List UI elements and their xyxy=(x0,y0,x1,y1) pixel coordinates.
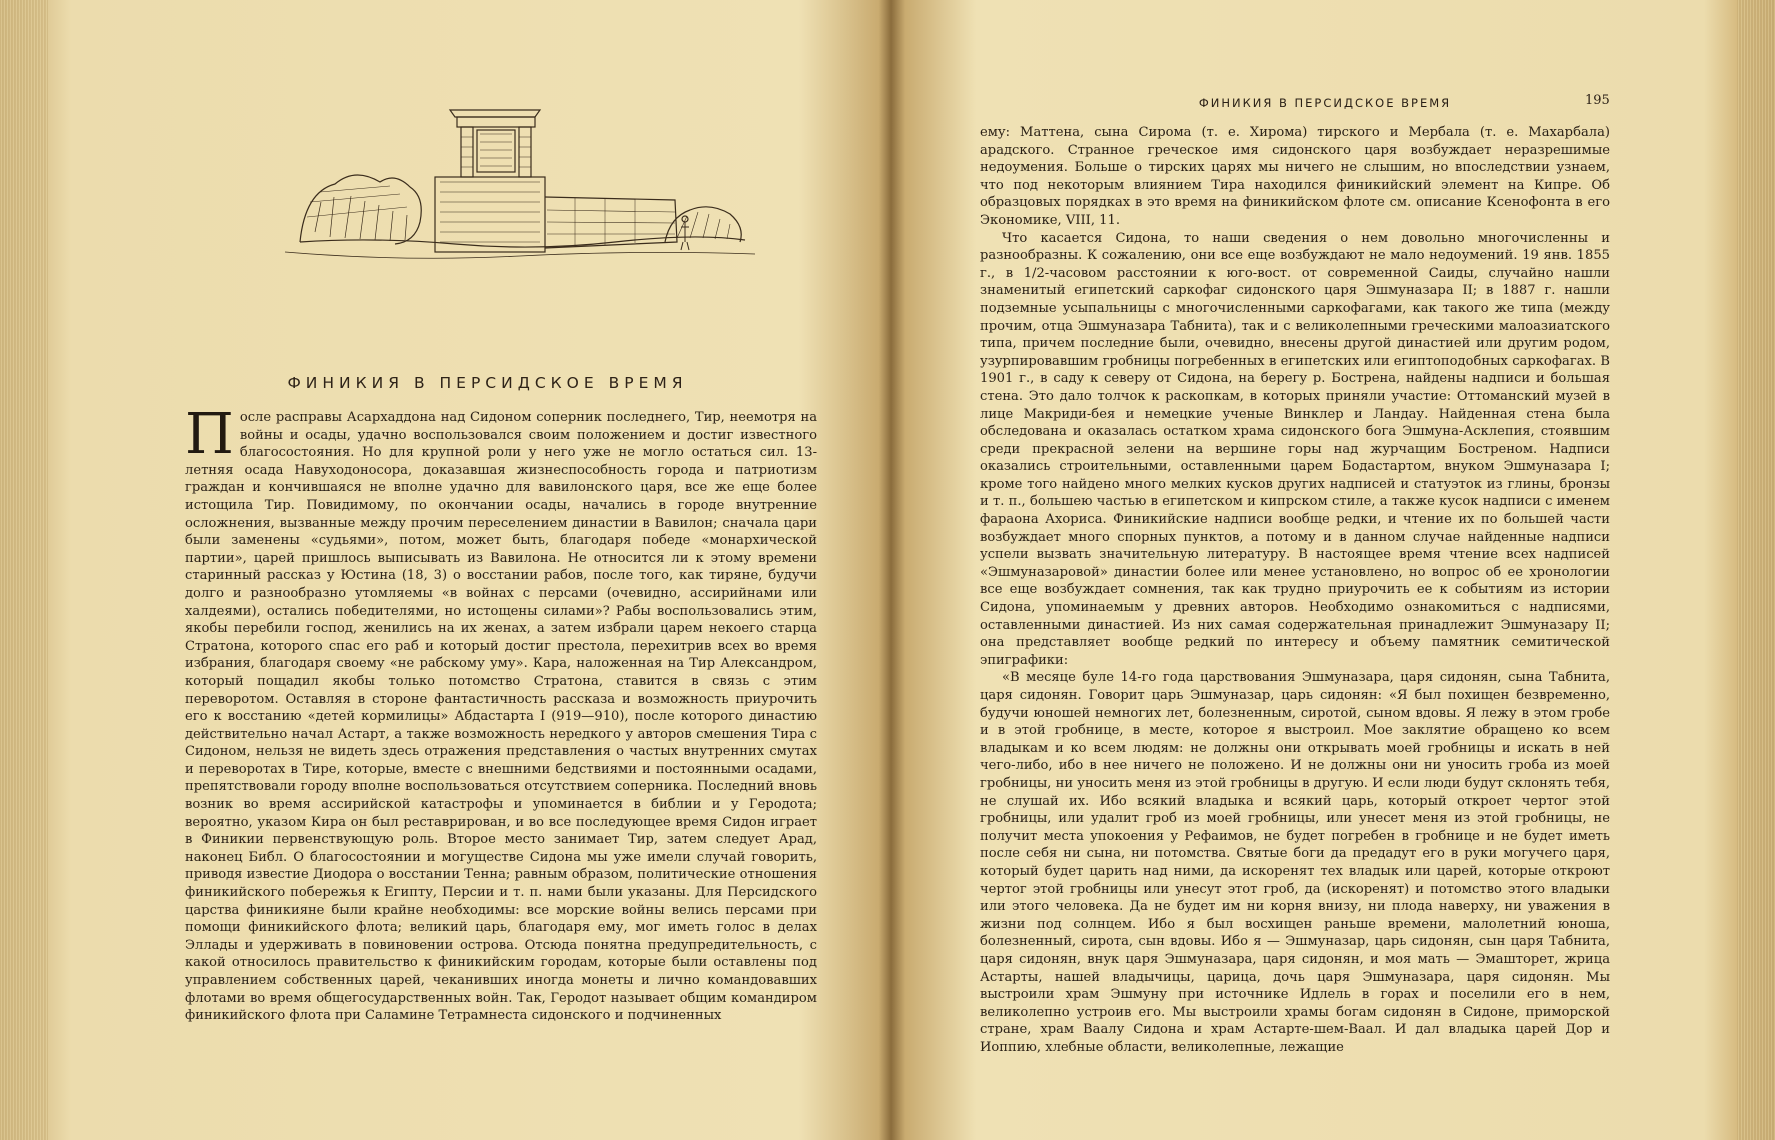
right-body-text xyxy=(980,124,1610,1056)
right-paragraph-2: Что касается Сидона, то наши сведения о нем довольно многочисленны и разнообразны. К сожалению, они все еще возбуждают не мало недоумений. 19 янв. 1855 г., в 1/2-часовом расстоянии к юго-вост. от современной Саиды, случайно нашли знаменитый египетский саркофаг сидонского царя Эшмуназара II; в 1887 г. нашли подземные усыпальницы с многочисленными саркофагами, как такого же типа (между прочим, отца Эшмуназара Табнита), так и с великолепными греческими малоазиатского типа, причем последние были, очевидно, внесены другой династией или другим родом, узурпировавшим гробницы погребенных в египетских или египтоподобных саркофагах. В 1901 г., в саду к северу от Сидона, на берегу р. Бострена, найдены надписи и большая стена. Это дало толчок к раскопкам, в которых приняли участие: Оттоманский музей в лице Макриди-бея и немецкие ученые Винклер и Ландау. Найденная стена была обследована и оказалась остатком храма сидонского бога Эшмуна-Асклепия, стоявшим среди прекрасной зелени на вершине горы над журчащим Бостреном. Надписи оказались строительными, оставленными царем Бодастартом, внуком Эшмуназара I; кроме того найдено много мелких кусков других надписей и статуэток из глины, бронзы и т. п., большею частью в египетском и кипрском стиле, а также кусок надписи с именем фараона Ахориса. Финикийские надписи вообще редки, и чтение их по большей части возбуждает много спорных пунктов, а потому и в данном случае найденные надписи успели вызвать значительную литературу. В настоящее время чтение всех надписей «Эшмуназаровой» династии более или менее установлено, но вопрос об ее хронологии все еще возбуждает сомнения, так как трудно приурочить ее к событиям из истории Сидона, упоминаемым у древних авторов. Необходимо ознакомиться с надписями, оставленными династией. Из них самая содержательная принадлежит Эшмуназару II; она представляет вообще редкий по интересу и объему памятник семитической эпиграфики: xyxy=(980,230,1610,668)
left-paragraph-text: осле расправы Асархаддона над Сидоном соперник последнего, Тир, неемотря на войны и осады, удачно воспользовался своим положением и достиг известного благосостояния. Но для крупной роли у него уже не могло остаться сил. 13-летняя осада Навуходоносора, доказавшая жизнеспособность города и патриотизм граждан и кончившаяся не вполне удачно для вавилонского царя, все же еще более истощила Тир. Повидимому, по окончании осады, начались в городе внутренние осложнения, вызванные между прочим переселением династии в Вавилон; сначала цари были заменены «судьями», потом, может быть, благодаря победе «монархической партии», царей пришлось выписывать из Вавилона. Не относится ли к этому времени старинный рассказ у Юстина (18, 3) о восстании рабов, после того, как тиряне, будучи долго и разнообразно утомляемы «в войнах с персами (очевидно, ассирийнами или халдеями), остались победителями, но истощены силами»? Рабы воспользовались этим, якобы перебили господ, женились на их женах, а затем избрали царем некоего старца Стратона, которого спас его раб и который достиг престола, перехитрив всех во время избрания, благодаря своему «не рабскому уму». Кара, наложенная на Тир Александром, который пощадил якобы только потомство Стратона, ставится в связь с этим переворотом. Оставляя в стороне фантастичность рассказа и возможность приурочить его к восстанию «детей кормилицы» Абдастарта I (919—910), после которого династию действительно начал Астарт, а также возможность нередкого у авторов смешения Тира с Сидоном, нельзя не видеть здесь отражения представления о частых внутренних смутах и переворотах в Тире, которые, вместе с внешними бедствиями и постоянными осадами, препятствовали городу вполне воспользоваться отсутствием соперника. Последний вновь возник во время ассирийской катастрофы и упоминается в библии и у Геродота; вероятно, указом Кира он был реставрирован, и во все последующее время Сидон играет в Финикии первенствующую роль. Второе место занимает Тир, затем следует Арад, наконец Библ. О благосостоянии и могуществе Сидона мы уже имели случай говорить, приводя известие Диодора о восстании Тенна; равным образом, политические отношения финикийского побережья к Египту, Персии и т. п. нами были указаны. Для Персидского царства финикияне были крайне необходимы: все морские войны велись персами при помощи финикийского флота; великий царь, благодаря ему, мог иметь голос в делах Эллады и удерживать в повиновении острова. Отсюда понятна предупредительность, с какой относилось правительство к финикийским городам, которые были оставлены под управлением собственных царей, чеканивших иногда монеты и лично командовавших флотами во время общегосударственных войн. Так, Геродот называет общим командиром финикийского флота при Саламине Тетрамнеста сидонского и подчиненных xyxy=(185,410,817,1024)
page-number: 195 xyxy=(1585,93,1610,108)
right-paragraph-1: ему: Маттена, сына Сирома (т. е. Хирома) тирского и Мербала (т. е. Махарбала) арадского. Странное греческое имя сидонского царя возбуждает неразрешимые недоумения. Больше о тирских царях мы ничего не слышим, но впоследствии узнаем, что под некоторым влиянием Тира находился финикийский элемент на Кипре. Об образцовых порядках в это время на финикийском флоте см. описание Ксенофонта в его Экономике, VIII, 11. xyxy=(980,125,1610,228)
left-page xyxy=(60,0,890,1140)
chapter-title: ФИНИКИЯ В ПЕРСИДСКОЕ ВРЕМЯ xyxy=(287,374,688,392)
left-first-paragraph xyxy=(185,402,817,1025)
right-paragraph-3: «В месяце буле 14-го года царствования Эшмуназара, царя сидонян, сына Табнита, царя сидонян. Говорит царь Эшмуназар, царь сидонян: «Я был похищен безвременно, будучи юношей немногих лет, болезненным, сиротой, сыном вдовы. Я лежу в этом гробе и в этой гробнице, в месте, которое я выстроил. Мое заклятие обращено ко всем владыкам и ко всем людям: не должны они открывать моей гробницы и искать в ней чего-либо, ибо в нее ничего не положено. И не должны они ни уносить гроба из моей гробницы, ни уносить меня из этой гробницы в другую. И если люди будут склонять тебя, не слушай их. Ибо всякий владыка и всякий царь, который откроет чертог этой гробницы, или удалит гроб из моей гробницы, или унесет меня из этой гробницы, не получит места упокоения у Рефаимов, не будет погребен в гробнице и не будет иметь после себя ни сына, ни потомства. Святые боги да предадут его в руки могучего царя, который будет царить над ними, да искоренят тех владык или царей, которые откроют чертог этой гробницы или унесут этот гроб, да (искоренят) и потомство этого владыки или этого человека. Да не будет им ни корня внизу, ни плода наверху, ни уважения в жизни под солнцем. Ибо я был восхищен раньше времени, малолетний юноша, болезненный, сирота, сын вдовы. Ибо я — Эшмуназар, царь сидонян, сын царя Табнита, царя сидонян, внук царя Эшмуназара, царя сидонян, и моя мать — Эмашторет, жрица Астарты, нашей владычицы, царица, дочь царя Эшмуназара, царя сидонян. Мы выстроили храм Эшмуну при источнике Идлель в горах и поселили его в нем, великолепно устроив его. Мы выстроили храмы богам сидонян в Сидоне, приморской стране, храм Ваалу Сидона и храм Астарте-шем-Ваал. И дал владыка царей Дор и Иоппию, хлебные области, великолепные, лежащие xyxy=(980,670,1610,1055)
page-edges-left xyxy=(0,0,48,1140)
ruins-vignette-illustration xyxy=(285,92,755,267)
page-edges-right xyxy=(1737,0,1775,1140)
running-head: ФИНИКИЯ В ПЕРСИДСКОЕ ВРЕМЯ xyxy=(1198,96,1452,110)
left-body-text xyxy=(185,402,817,1025)
right-page xyxy=(905,0,1735,1140)
drop-cap: П xyxy=(185,402,234,467)
